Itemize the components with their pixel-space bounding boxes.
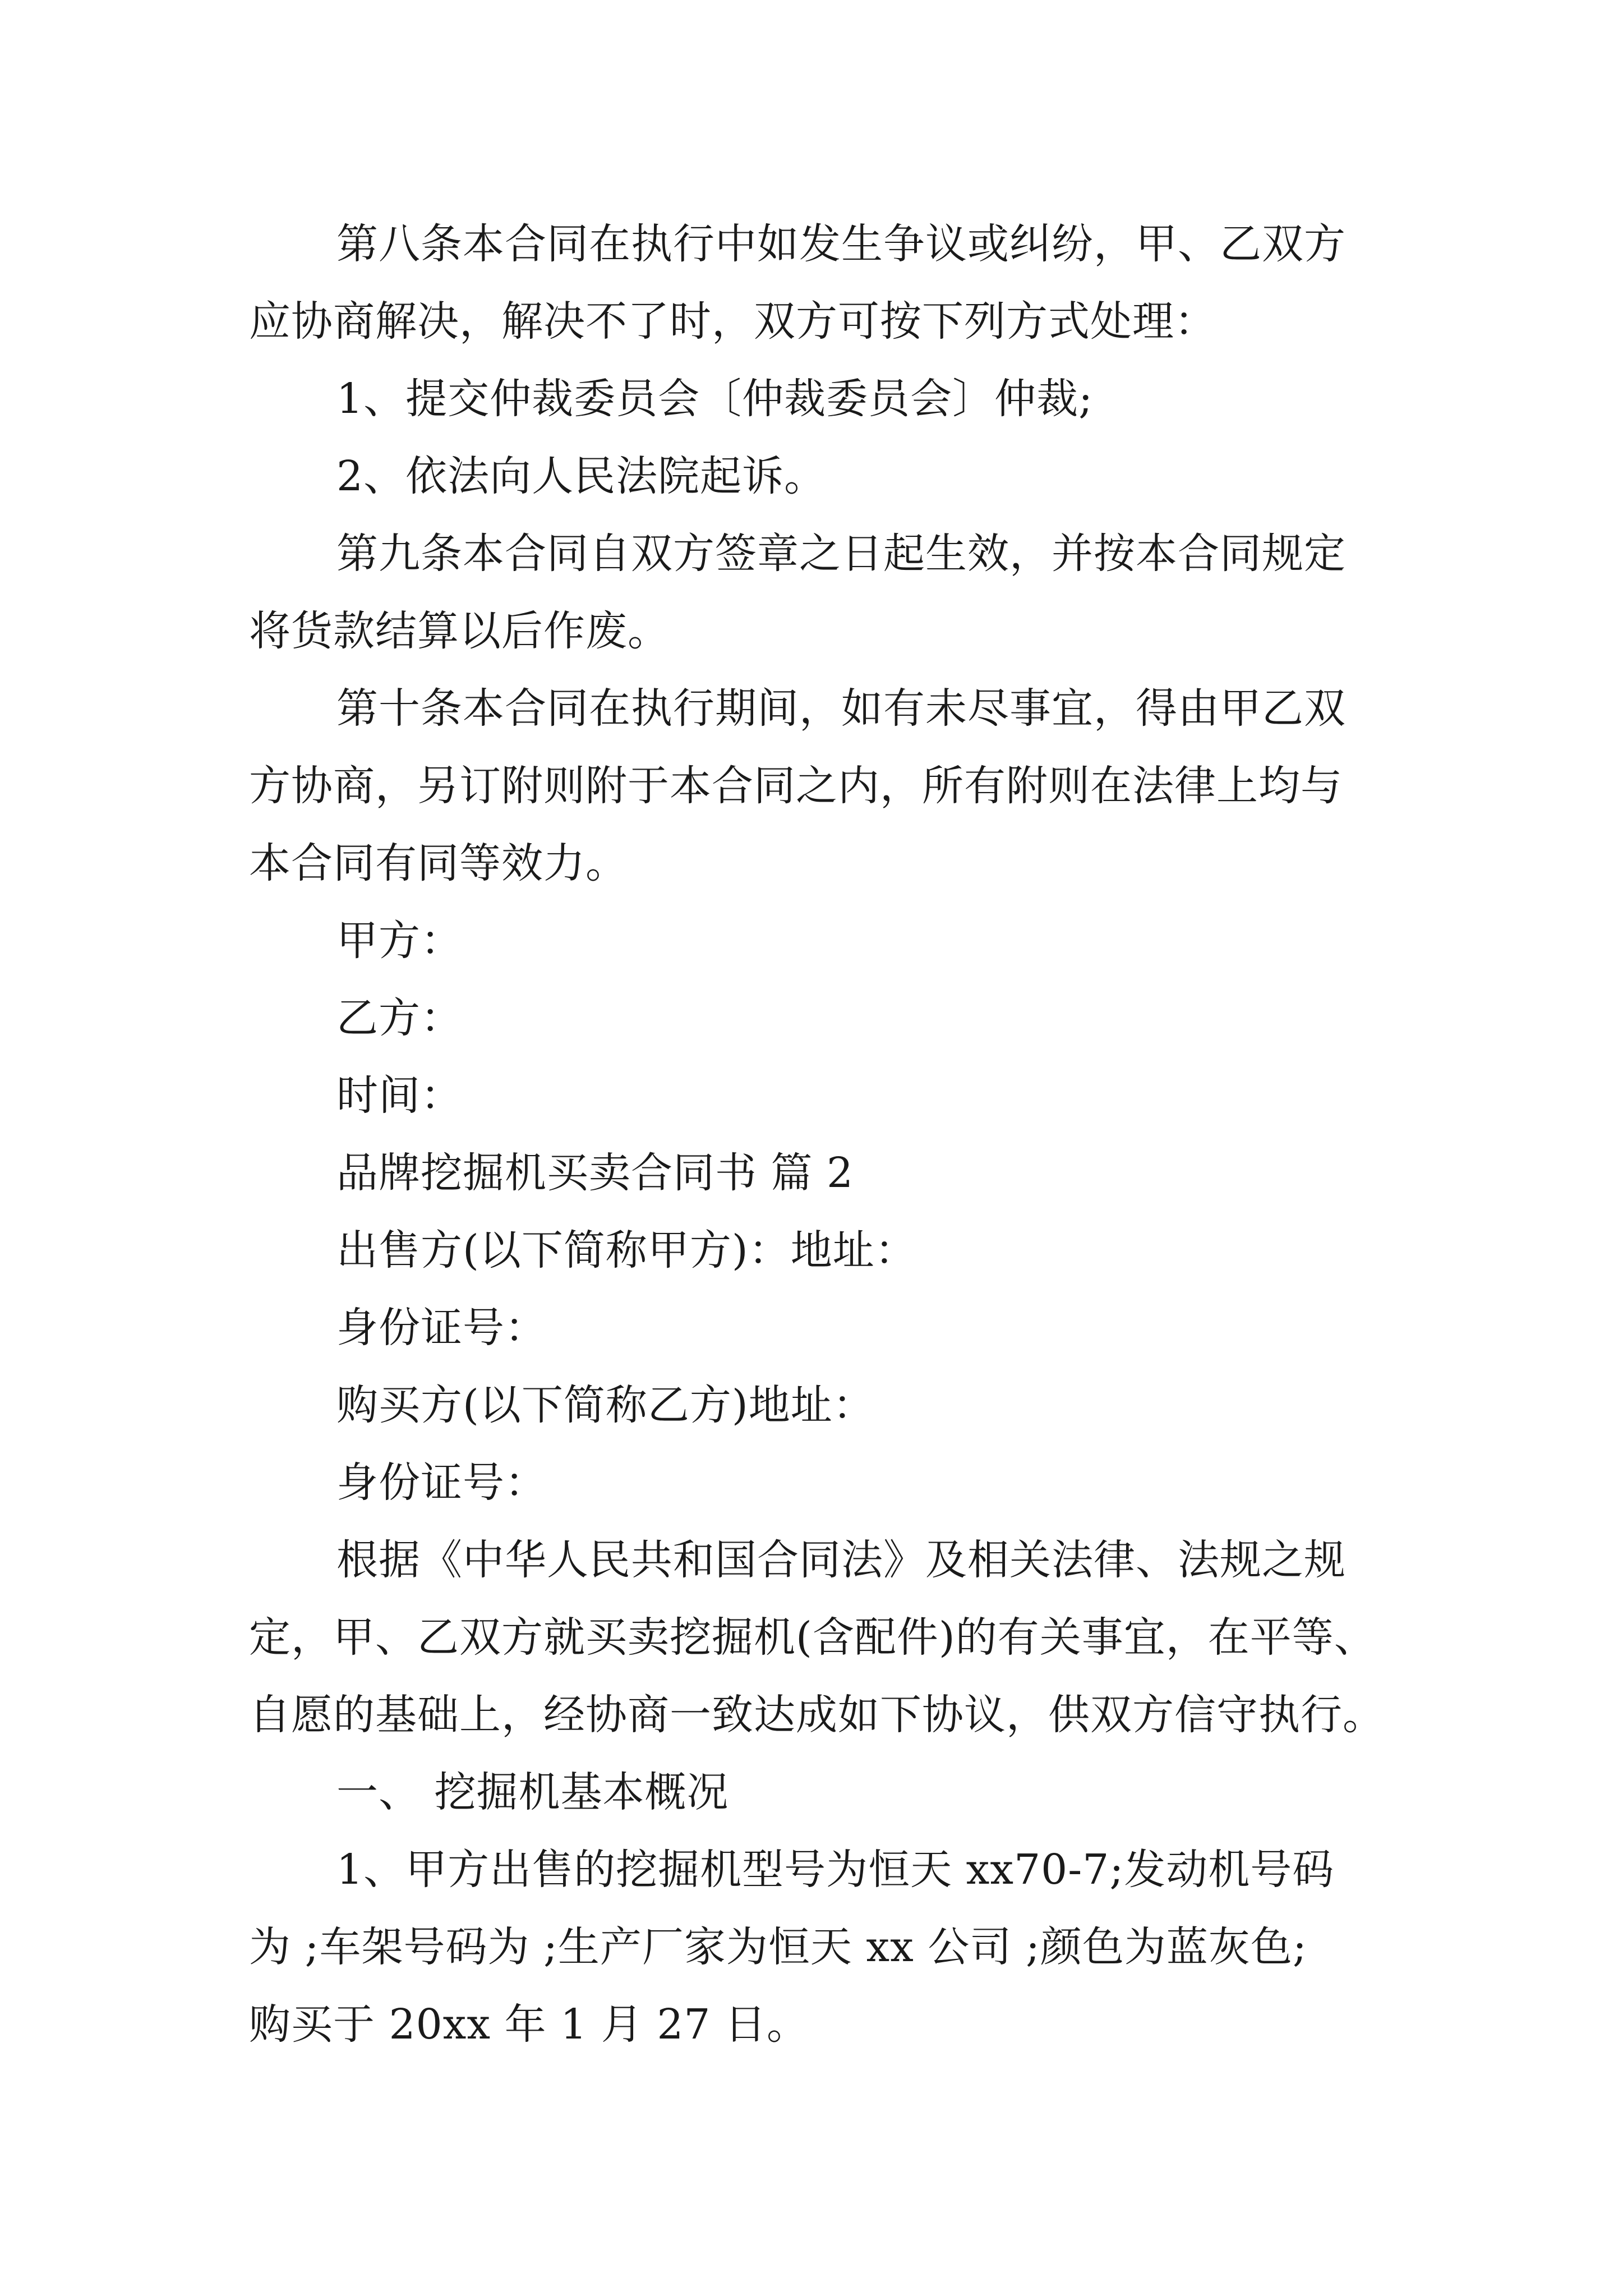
text-line: 自愿的基础上，经协商一致达成如下协议，供双方信守执行。: [249, 1691, 1385, 1739]
text-line: 出售方(以下简称甲方)：地址：: [336, 1226, 917, 1274]
text-line: 为 ;车架号码为 ;生产厂家为恒天 xx 公司 ;颜色为蓝灰色;: [249, 1923, 1307, 1971]
text-line: 第九条本合同自双方签章之日起生效，并按本合同规定: [336, 530, 1346, 578]
text-line: 方协商，另订附则附于本合同之内，所有附则在法律上均与: [249, 762, 1343, 810]
text-line: 身份证号：: [336, 1304, 547, 1352]
text-line: 1、甲方出售的挖掘机型号为恒天 xx70-7;发动机号码: [336, 1846, 1335, 1894]
text-line: 定，甲、乙双方就买卖挖掘机(含配件)的有关事宜，在平等、: [249, 1613, 1376, 1662]
text-line: 应协商解决，解决不了时，双方可按下列方式处理：: [249, 297, 1216, 346]
signature-label-date: 时间：: [336, 1071, 463, 1120]
text-line: 2、依法向人民法院起诉。: [336, 452, 827, 500]
text-line: 第八条本合同在执行中如发生争议或纠纷，甲、乙双方: [336, 220, 1346, 268]
text-line: 购买方(以下简称乙方)地址：: [336, 1381, 875, 1429]
text-line: 购买于 20xx 年 1 月 27 日。: [249, 2000, 809, 2049]
signature-label-party-a: 甲方：: [336, 917, 463, 965]
signature-label-party-b: 乙方：: [336, 994, 463, 1042]
text-line: 身份证号：: [336, 1458, 547, 1507]
subsection-heading: 一、 挖掘机基本概况: [336, 1768, 729, 1816]
text-line: 根据《中华人民共和国合同法》及相关法律、法规之规: [336, 1536, 1346, 1584]
text-line: 第十条本合同在执行期间，如有未尽事宜，得由甲乙双: [336, 684, 1346, 733]
text-line: 将货款结算以后作废。: [249, 607, 670, 655]
text-line: 1、提交仲裁委员会〔仲裁委员会〕仲裁;: [336, 375, 1094, 423]
text-line: 本合同有同等效力。: [249, 839, 628, 887]
section-heading: 品牌挖掘机买卖合同书 篇 2: [336, 1149, 854, 1197]
